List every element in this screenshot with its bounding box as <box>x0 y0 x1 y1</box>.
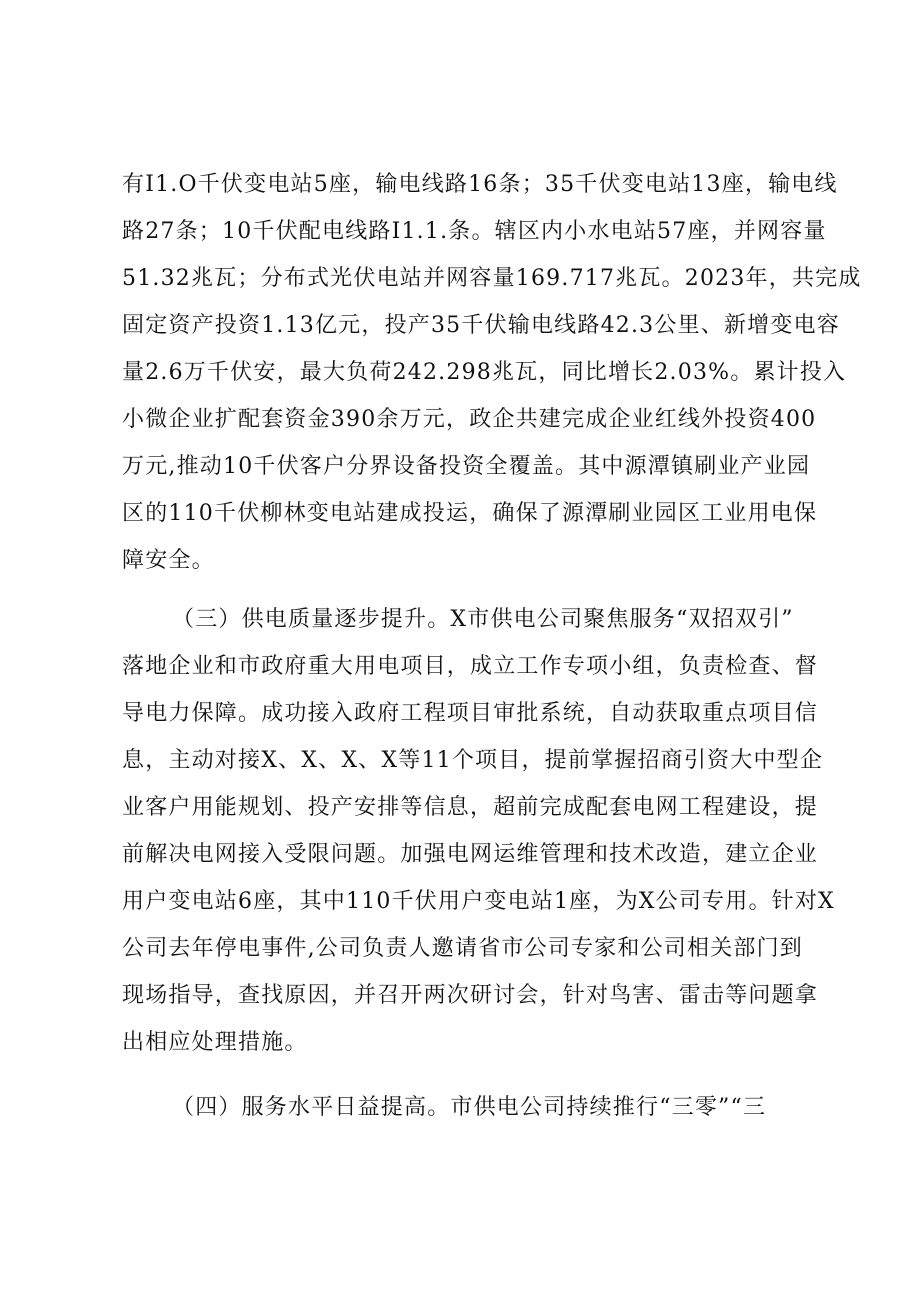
text-line: 万元,推动10千伏客户分界设备投资全覆盖。其中源潭镇刷业产业园 <box>122 454 811 479</box>
text-line: 区的110千伏柳林变电站建成投运，确保了源潭刷业园区工业用电保 <box>122 501 818 526</box>
section-heading-line: （四）服务水平日益提高。市供电公司持续推行“三零”“三 <box>172 1095 767 1120</box>
text-line: 导电力保障。成功接入政府工程项目审批系统，自动获取重点项目信 <box>122 701 819 726</box>
text-line: 业客户用能规划、投产安排等信息，超前完成配套电网工程建设，提 <box>122 795 819 820</box>
text-line: 路27条；10千伏配电线路I1.1.条。辖区内小水电站57座，并网容量 <box>122 219 827 244</box>
text-line: 障安全。 <box>122 548 215 573</box>
text-line: 小微企业扩配套资金390余万元，政企共建完成企业红线外投资400 <box>122 407 817 432</box>
text-line: 公司去年停电事件,公司负责人邀请省市公司专家和公司相关部门到 <box>122 936 803 961</box>
text-line: 前解决电网接入受限问题。加强电网运维管理和技术改造，建立企业 <box>122 842 819 867</box>
text-line: 量2.6万千伏安，最大负荷242.298兆瓦，同比增长2.03%。累计投入 <box>122 360 847 385</box>
section-heading-line: （三）供电质量逐步提升。X市供电公司聚焦服务“双招双引” <box>172 607 794 632</box>
text-line: 51.32兆瓦；分布式光伏电站并网容量169.717兆瓦。2023年，共完成 <box>122 266 862 291</box>
text-line: 有I1.O千伏变电站5座，输电线路16条；35千伏变电站13座，输电线 <box>122 172 838 197</box>
text-line: 用户变电站6座，其中110千伏用户变电站1座，为X公司专用。针对X <box>122 889 835 914</box>
text-line: 落地企业和市政府重大用电项目，成立工作专项小组，负责检查、督 <box>122 654 819 679</box>
text-line: 固定资产投资1.13亿元，投产35千伏输电线路42.3公里、新增变电容 <box>122 313 840 338</box>
text-line: 息，主动对接X、X、X、X等11个项目，提前掌握招商引资大中型企 <box>122 748 824 773</box>
text-line: 出相应处理措施。 <box>122 1030 308 1055</box>
text-line: 现场指导，查找原因，并召开两次研讨会，针对鸟害、雷击等问题拿 <box>122 983 819 1008</box>
